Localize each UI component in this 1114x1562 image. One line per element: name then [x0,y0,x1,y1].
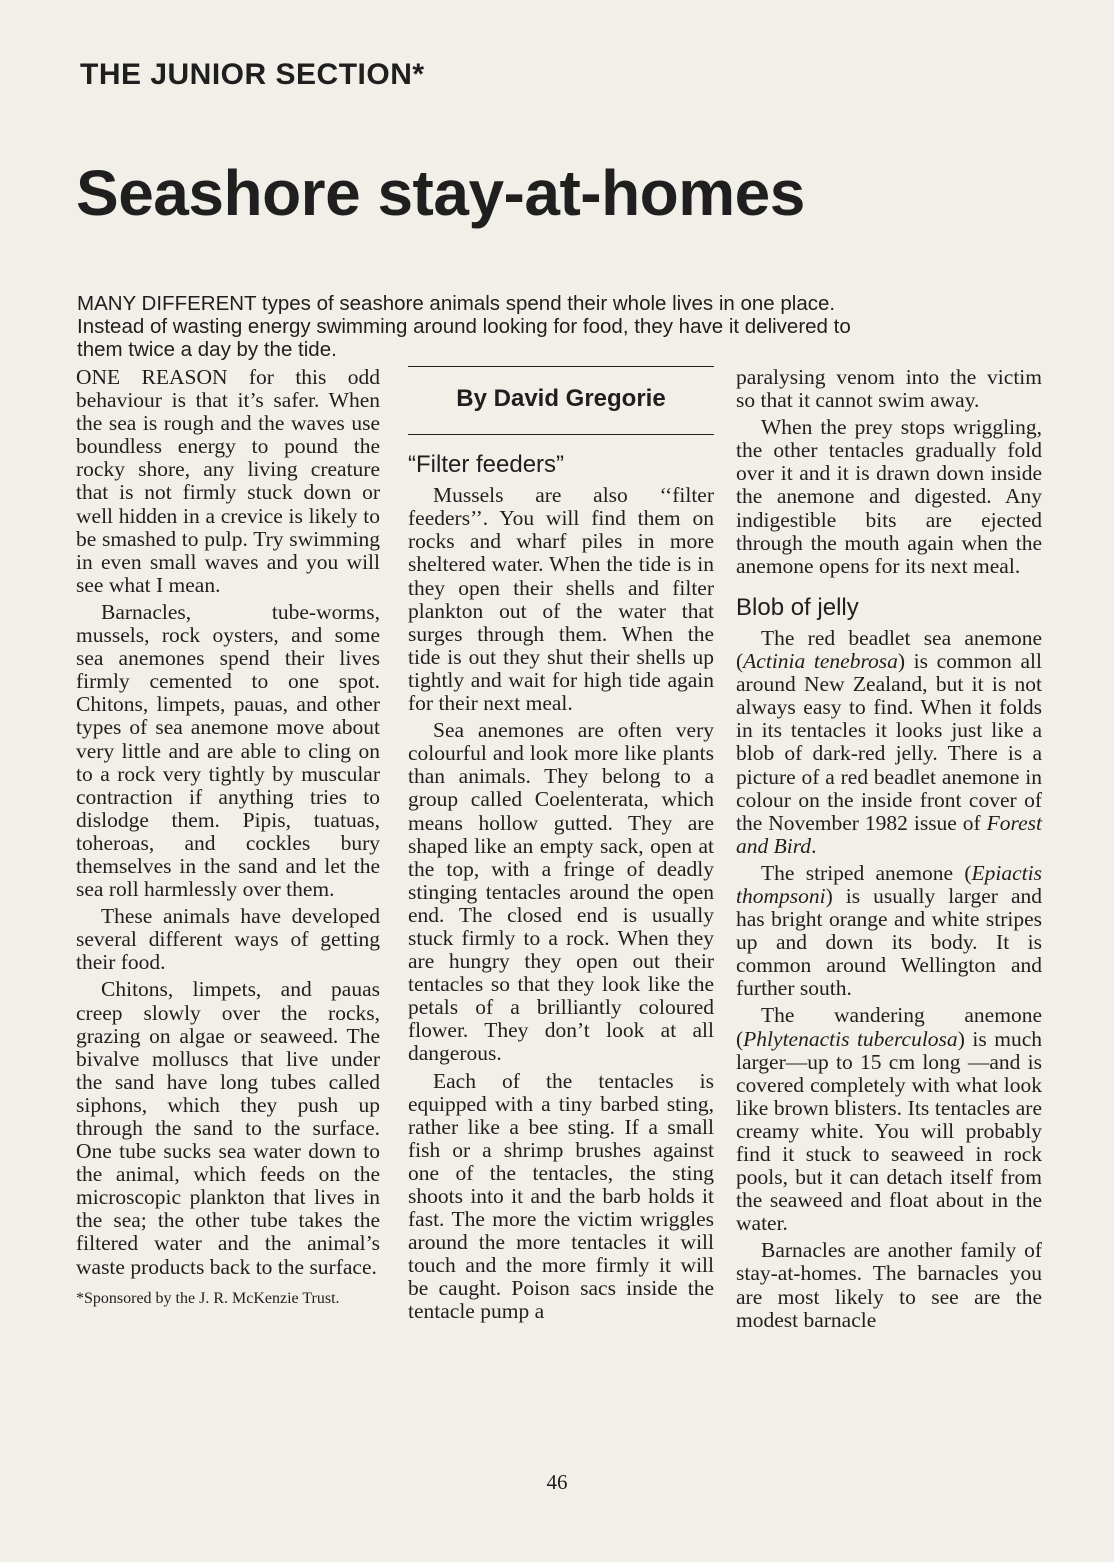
intro-paragraph: MANY DIFFERENT types of seashore animals spend their whole lives in one place. Instead of wasting energy swimming around looking for food, they have it delivered to them twice a day by the tide. [77,292,851,361]
paragraph: Sea anemones are often very colourful and look more like plants than animals. They belong to a group called Coelenterata, which means hollow gutted. They are shaped like an empty sack, open at the top, with a fringe of deadly stinging tentacles around the open end. The closed end is usually stuck firmly to a rock. When they are hungry they open out their tentacles so that they look like the petals of a brilliantly coloured flower. They don’t look at all dangerous. [408,718,714,1066]
paragraph: Each of the tentacles is equipped with a tiny barbed sting, rather like a bee sting. If a small fish or a shrimp brushes against one of the tentacles, the sting shoots into it and the barb holds it fast. The more the victim wriggles around the more tentacles it will touch and the more firmly it will be caught. Poison sacs inside the tentacle pump a [408,1068,714,1324]
subheading: “Filter feeders” [408,451,565,479]
paragraph: paralysing venom into the victim so that it cannot swim away. [736,365,1042,413]
section-header: THE JUNIOR SECTION* [80,58,425,91]
paragraph: Chitons, limpets, and pauas creep slowly over the rocks, grazing on algae or seaweed. The bivalve molluscs that live under the sand have long tubes called siphons, which they push up through the sand to the surface. One tube sucks sea water down to the animal, which feeds on the microscopic plankton that lives in the sea; the other tube takes the filtered water and the animal’s waste products back to the surface. [76,977,380,1279]
paragraph: When the prey stops wriggling, the other tentacles gradually fold over it and it is drawn down inside the anemone and digested. Any indigestible bits are ejected through the mouth again when the anemone opens for its next meal. [736,415,1042,578]
paragraph: These animals have developed several different ways of getting their food. [76,904,380,975]
page-number: 46 [546,1470,568,1494]
paragraph-beadlet: The red beadlet sea anemone (Actinia tenebrosa) is common all around New Zealand, but it is not always easy to find. When it folds in its tentacles it looks just like a blob of dark-red jelly. There is a picture of a red beadlet anemone in colour on the inside front cover of the November 1982 issue of Forest and Bird. [736,625,1042,858]
column-3 [736,366,1042,1336]
sponsor-footnote: *Sponsored by the J. R. McKenzie Trust. [76,1289,340,1307]
article-title: Seashore stay-at-homes [76,157,805,229]
byline: By David Gregorie [456,385,666,412]
paragraph: ONE REASON for this odd behaviour is that it’s safer. When the sea is rough and the waves use boundless energy to pound the rocky shore, any living creature that is not firmly stuck down or well hidden in a crevice is likely to be smashed to pulp. Try swimming in even small waves and you will see what I mean. [76,365,380,597]
paragraph-striped: The striped anemone (Epiactis thompsoni) is usually larger and has bright orange and white stripes up and down its body. It is common around Wellington and further south. [736,860,1042,1001]
column-2 [408,366,714,1328]
subheading: Blob of jelly [736,593,859,621]
divider [408,366,714,367]
paragraph: Barnacles, tube-worms, mussels, rock oysters, and some sea anemones spend their lives firmly cemented to one spot. Chitons, limpets, pauas, and other types of sea anemone move about very little and are able to cling on to a rock very tightly by muscular contraction if anything tries to dislodge them. Pipis, tuatuas, toheroas, and cockles bury themselves in the sand and let the sea roll harmlessly over them. [76,599,380,902]
paragraph: Barnacles are another family of stay-at-homes. The barnacles you are most likely to see are the modest barnacle [736,1238,1042,1332]
column-1 [76,366,380,1313]
paragraph-wandering: The wandering anemone (Phlytenactis tuberculosa) is much larger—up to 15 cm long —and is covered completely with what look like brown blisters. Its tentacles are creamy white. You will probably find it stuck to seaweed in rock pools, but it can detach itself from the seaweed and float about in the water. [736,1003,1042,1236]
divider [408,434,714,435]
paragraph: Mussels are also ‘‘filter feeders’’. You will find them on rocks and wharf piles in more sheltered water. When the tide is in they open their shells and filter plankton out of the water that surges through them. When the tide is out they shut their shells up tightly and wait for high tide again for their next meal. [408,483,714,716]
